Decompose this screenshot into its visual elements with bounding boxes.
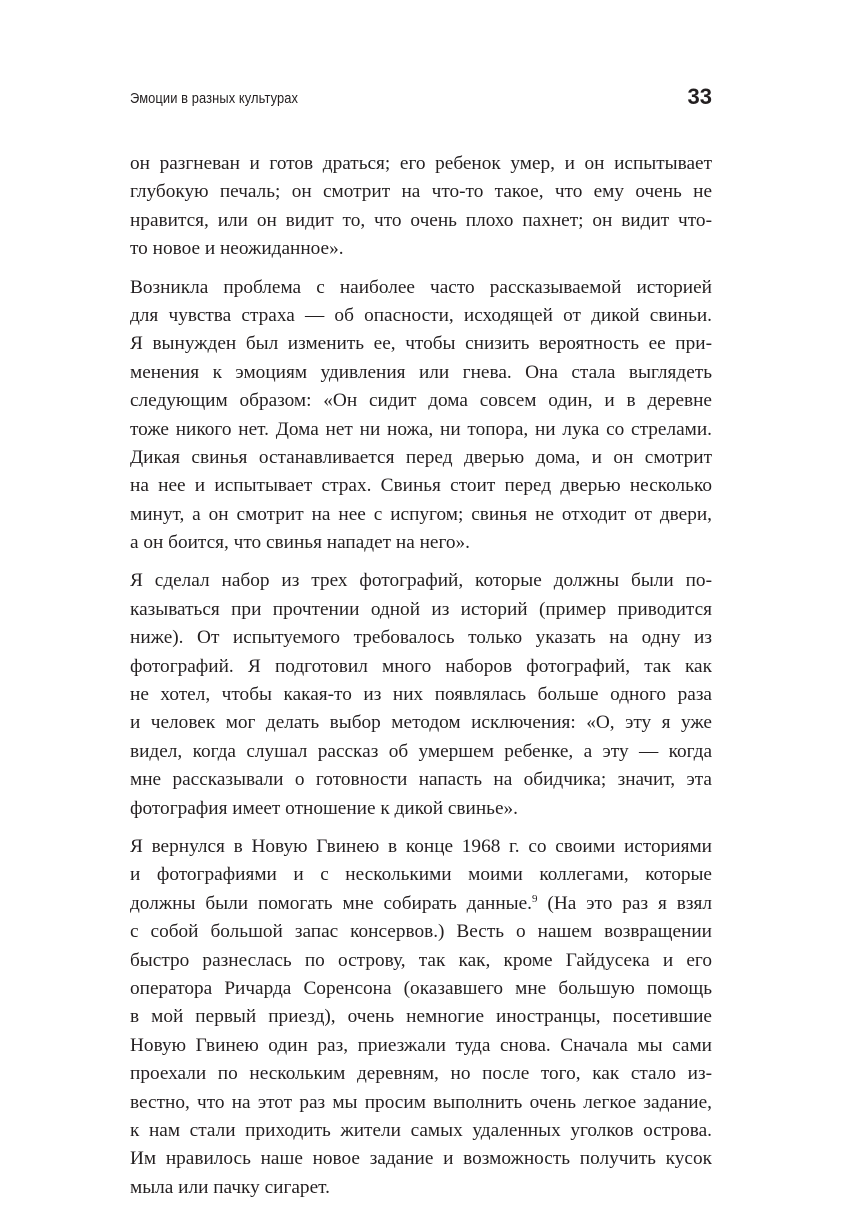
text-line [130, 918, 712, 946]
line-text: Им нравилось наше новое задание и возможность получить кусок [130, 1148, 712, 1170]
text-line [130, 624, 712, 652]
line-text: фотография имеет отношение к дикой свинье». [130, 797, 518, 819]
text-line [130, 947, 712, 975]
text-line [130, 975, 712, 1003]
text-line [130, 416, 712, 444]
page-number: 33 [687, 84, 712, 109]
line-text: вестно, что на этот раз мы просим выполнить очень легкое задание, [130, 1091, 712, 1113]
line-text: тоже никого нет. Дома нет ни ножа, ни топора, ни лука со стрелами. [130, 418, 712, 440]
text-line [130, 738, 712, 766]
page-body [130, 150, 712, 1212]
line-text: фотографий. Я подготовил много наборов фотографий, так как [130, 655, 712, 677]
line-text: Новую Гвинею один раз, приезжали туда снова. Сначала мы сами [130, 1034, 712, 1056]
line-text: с собой большой запас консервов.) Весть о нашем возвращении [130, 921, 712, 943]
line-text: казываться при прочтении одной из историй (пример приводится [130, 598, 712, 620]
line-text: видел, когда слушал рассказ об умершем ребенке, а эту — когда [130, 740, 712, 762]
line-text: то новое и неожиданное». [130, 238, 344, 260]
line-text: мне рассказывали о готовности напасть на обидчика; значит, эта [130, 769, 712, 791]
text-line [130, 1089, 712, 1117]
line-text: мыла или пачку сигарет. [130, 1176, 330, 1198]
line-text: а он боится, что свинья нападет на него». [130, 532, 470, 554]
line-text: Я вынужден был изменить ее, чтобы снизить вероятность ее при- [130, 333, 712, 355]
line-text: к нам стали приходить жители самых удаленных уголков острова. [130, 1119, 712, 1141]
text-line [130, 1174, 712, 1202]
text-line [130, 359, 712, 387]
text-line [130, 472, 712, 500]
paragraph [130, 833, 712, 1202]
line-text: нравится, или он видит то, что очень плохо пахнет; он видит что- [130, 209, 712, 231]
paragraph [130, 274, 712, 558]
running-title: Эмоции в разных культурах [130, 90, 299, 107]
line-text: он разгневан и готов драться; его ребенок умер, и он испытывает [130, 153, 712, 174]
text-line [130, 766, 712, 794]
text-line [130, 501, 712, 529]
text-line [130, 235, 712, 263]
text-line [130, 274, 712, 302]
text-line [130, 653, 712, 681]
line-text: не хотел, чтобы какая-то из них появлялась больше одного раза [130, 684, 712, 706]
line-text: менения к эмоциям удивления или гнева. Она стала выглядеть [130, 361, 712, 383]
line-text: глубокую печаль; он смотрит на что-то такое, что ему очень не [130, 181, 712, 203]
line-text: должны были помогать мне собирать данные. [130, 892, 532, 914]
page-header [130, 84, 712, 114]
text-line [130, 861, 712, 889]
text-line [130, 567, 712, 595]
line-text: следующим образом: «Он сидит дома совсем один, и в деревне [130, 390, 712, 412]
text-line [130, 302, 712, 330]
line-text: Я сделал набор из трех фотографий, которые должны были по- [130, 570, 712, 592]
line-text: ниже). От испытуемого требовалось только указать на одну из [130, 627, 712, 649]
text-line [130, 890, 712, 918]
line-text: в мой первый приезд), очень немногие иностранцы, посетившие [130, 1006, 712, 1028]
text-line [130, 833, 712, 861]
text-line [130, 178, 712, 206]
text-line [130, 207, 712, 235]
line-text: и фотографиями и с несколькими моими коллегами, которые [130, 864, 712, 886]
text-line [130, 1117, 712, 1145]
paragraph [130, 150, 712, 264]
text-line [130, 150, 712, 178]
line-text: быстро разнеслась по острову, так как, кроме Гайдусека и его [130, 949, 712, 971]
line-text: проехали по нескольким деревням, но после того, как стало из- [130, 1063, 712, 1085]
text-line [130, 330, 712, 358]
text-line [130, 529, 712, 557]
paragraph [130, 567, 712, 823]
footnote-ref[interactable]: 9 [532, 892, 538, 905]
line-text: Дикая свинья останавливается перед дверью дома, и он смотрит [130, 446, 712, 468]
line-text: Возникла проблема с наиболее часто рассказываемой историей [130, 276, 712, 298]
text-line [130, 681, 712, 709]
text-line [130, 596, 712, 624]
text-line [130, 709, 712, 737]
line-text: и человек мог делать выбор методом исключения: «О, эту я уже [130, 712, 712, 734]
text-line [130, 1060, 712, 1088]
line-text: (На это раз я взял [537, 892, 712, 914]
line-text: на нее и испытывает страх. Свинья стоит перед дверью несколько [130, 475, 712, 497]
line-text: оператора Ричарда Соренсона (оказавшего мне большую помощь [130, 977, 712, 999]
line-text: Я вернулся в Новую Гвинею в конце 1968 г. со своими историями [130, 835, 712, 857]
text-line [130, 1032, 712, 1060]
text-line [130, 444, 712, 472]
text-line [130, 795, 712, 823]
line-text: минут, а он смотрит на нее с испугом; свинья не отходит от двери, [130, 503, 712, 525]
text-line [130, 1003, 712, 1031]
line-text: для чувства страха — об опасности, исходящей от дикой свиньи. [130, 304, 712, 326]
text-line [130, 387, 712, 415]
text-line [130, 1145, 712, 1173]
